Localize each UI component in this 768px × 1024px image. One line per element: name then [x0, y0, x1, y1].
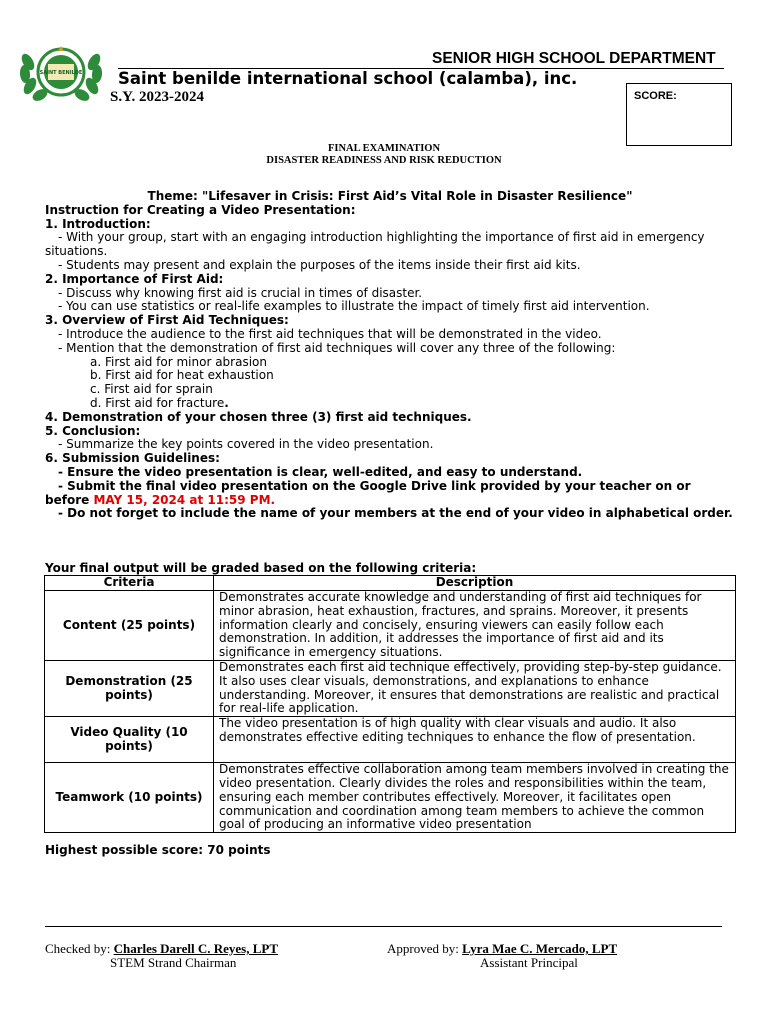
submission-line-2: - Submit the final video presentation on the Google Drive link provided by your teacher on or before [45, 478, 691, 507]
instructions [45, 190, 735, 521]
column-header-description: Description [214, 576, 736, 591]
importance-line-1: - Discuss why knowing first aid is crucial in times of disaster. [58, 285, 423, 300]
exam-subject: DISASTER READINESS AND RISK REDUCTION [266, 155, 502, 166]
introduction-line-1: - With your group, start with an engaging introduction highlighting the importance of first aid in emergency situations. [45, 230, 705, 259]
approved-by-label: Approved by: [387, 941, 459, 956]
technique-c: c. First aid for sprain [90, 382, 213, 397]
criteria-intro: Your final output will be graded based on the following criteria: [45, 561, 477, 575]
criteria-description: Demonstrates effective collaboration among team members involved in creating the video presentation. Clearly divides the roles and responsibilities within the team, ensuring each member contributes effectively. Moreover, it facilitates open communication and coordination among team members to achieve the common goal of producing an informative video presentation [214, 763, 736, 833]
importance-line-2: - You can use statistics or real-life examples to illustrate the impact of timely first aid intervention. [58, 299, 650, 314]
criteria-name: Teamwork (10 points) [45, 763, 214, 833]
section-conclusion: 5. Conclusion: [45, 423, 141, 438]
score-label: SCORE: [634, 90, 677, 102]
criteria-description: The video presentation is of high quality with clear visuals and audio. It also demonstrates effective editing techniques to enhance the flow of presentation. [214, 717, 736, 763]
criteria-name: Video Quality (10 points) [45, 717, 214, 763]
introduction-line-2: - Students may present and explain the purposes of the items inside their first aid kits. [58, 257, 581, 272]
technique-a: a. First aid for minor abrasion [90, 354, 267, 369]
technique-d-row [45, 397, 735, 411]
technique-d: d. First aid for fracture [90, 395, 225, 410]
criteria-name: Demonstration (25 points) [45, 661, 214, 717]
criteria-description: Demonstrates accurate knowledge and understanding of first aid techniques for minor abrasion, heat exhaustion, fractures, and sprains. Moreover, it presents information clearly and concisely, ensuring viewers can easily follow each demonstration. In addition, it addresses the importance of first aid and its significance in emergency situations. [214, 591, 736, 661]
approved-by-title: Assistant Principal [480, 955, 578, 970]
checked-by-label: Checked by: [45, 941, 111, 956]
approved-by-name: Lyra Mae C. Mercado, LPT [462, 941, 618, 956]
overview-line-2: - Mention that the demonstration of first aid techniques will cover any three of the following: [58, 340, 616, 355]
theme: Theme: "Lifesaver in Crisis: First Aid’s Vital Role in Disaster Resilience" [147, 189, 633, 203]
checked-by-name: Charles Darell C. Reyes, LPT [113, 941, 278, 956]
table-row [45, 763, 736, 833]
section-demonstration: 4. Demonstration of your chosen three (3) first aid techniques. [45, 409, 472, 424]
overview-line-1: - Introduce the audience to the first aid techniques that will be demonstrated in the video. [58, 326, 602, 341]
table-row [45, 717, 736, 763]
instructions-heading: Instruction for Creating a Video Presentation: [45, 202, 356, 217]
section-importance: 2. Importance of First Aid: [45, 271, 224, 286]
technique-b: b. First aid for heat exhaustion [90, 368, 274, 383]
criteria-description: Demonstrates each first aid technique effectively, providing step-by-step guidance. It also uses clear visuals, demonstrations, and explanations to enhance understanding. Moreover, it ensures that demonstrations are realistic and practical for real-life application. [214, 661, 736, 717]
submission-line-3: - Do not forget to include the name of your members at the end of your video in alphabetical order. [58, 506, 733, 521]
logo-text: SAINT BENILDE [39, 70, 83, 76]
table-row [45, 591, 736, 661]
technique-d-period: . [224, 395, 229, 410]
table-row [45, 661, 736, 717]
section-overview: 3. Overview of First Aid Techniques: [45, 313, 289, 328]
signature-divider [45, 926, 722, 927]
submission-line-2-row [45, 480, 735, 508]
conclusion-line-1: - Summarize the key points covered in the video presentation. [58, 437, 434, 452]
exam-title: FINAL EXAMINATION [327, 143, 441, 154]
department-heading: SENIOR HIGH SCHOOL DEPARTMENT [432, 50, 716, 67]
school-year: S.Y. 2023-2024 [110, 89, 205, 105]
column-header-criteria: Criteria [45, 576, 214, 591]
school-logo [18, 40, 104, 104]
section-submission: 6. Submission Guidelines: [45, 451, 220, 466]
table-header-row [45, 576, 736, 591]
submission-deadline: MAY 15, 2024 at 11:59 PM. [93, 492, 276, 507]
criteria-name: Content (25 points) [45, 591, 214, 661]
school-name: Saint benilde international school (calamba), inc. [118, 69, 578, 88]
checked-by-title: STEM Strand Chairman [110, 955, 237, 970]
criteria-table [44, 575, 736, 833]
section-introduction: 1. Introduction: [45, 216, 151, 231]
submission-line-1: - Ensure the video presentation is clear, well-edited, and easy to understand. [58, 464, 583, 479]
highest-score: Highest possible score: 70 points [45, 843, 271, 857]
